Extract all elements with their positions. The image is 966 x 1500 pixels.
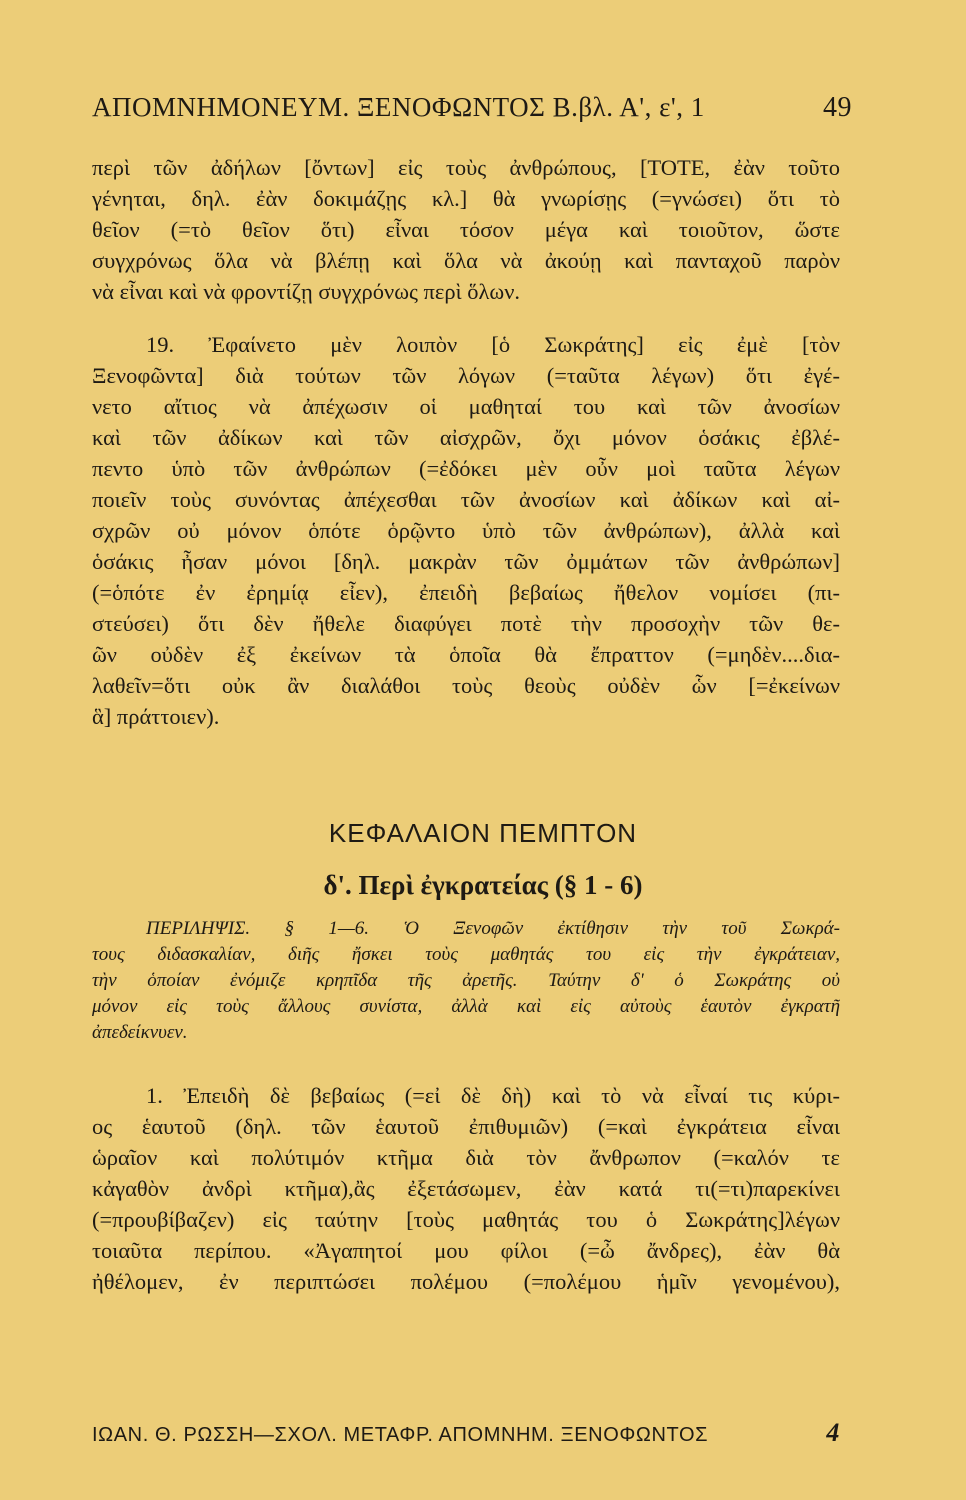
text-line: 1. Ἐπειδὴ δὲ βεβαίως (=εἰ δὲ δὴ) καὶ τὸ νὰ εἶναί τις κύρι-	[146, 1083, 840, 1108]
summary-line: ἀπεδείκνυεν.	[92, 1022, 188, 1043]
text-line: τοιαῦτα περίπου. «Ἀγαπητοί μου φίλοι (=ὦ ἄνδρες), ἐὰν θὰ	[92, 1238, 840, 1263]
text-line: συγχρόνως ὅλα νὰ βλέπῃ καὶ ὅλα νὰ ἀκούῃ καὶ πανταχοῦ παρὸν	[92, 248, 840, 273]
text-line: πεντο ὑπὸ τῶν ἀνθρώπων (=ἐδόκει μὲν οὖν μοὶ ταῦτα λέγων	[92, 456, 840, 481]
text-line: περὶ τῶν ἀδήλων [ὄντων] εἰς τοὺς ἀνθρώπους, [ΤΟΤΕ, ἐὰν τοῦτο	[92, 155, 840, 180]
running-header	[92, 92, 852, 124]
summary-block	[92, 916, 840, 1046]
text-line: καὶ τῶν ἀδίκων καὶ τῶν αἰσχρῶν, ὄχι μόνον ὁσάκις ἐβλέ-	[92, 425, 840, 450]
text-line: ὡραῖον καὶ πολύτιμόν κτῆμα διὰ τὸν ἄνθρωπον (=καλόν τε	[92, 1145, 840, 1170]
section-title: δ'. Περὶ ἐγκρατείας (§ 1 - 6)	[323, 870, 643, 900]
text-line: σχρῶν οὐ μόνον ὁπότε ὁρῷντο ὑπὸ τῶν ἀνθρώπων), ἀλλὰ καὶ	[92, 518, 840, 543]
text-line: γένηται, δηλ. ἐὰν δοκιμάζῃς κλ.] θὰ γνωρίσῃς (=γνώσει) ὅτι τὸ	[92, 186, 840, 211]
text-line: 19. Ἐφαίνετο μὲν λοιπὸν [ὁ Σωκράτης] εἰς ἐμὲ [τὸν	[146, 332, 840, 357]
paragraph-1	[92, 1080, 840, 1297]
summary-line: μόνον εἰς τοὺς ἄλλους συνίστα, ἀλλὰ καὶ εἰς αὐτοὺς ἑαυτὸν ἐγκρατῆ	[92, 996, 840, 1017]
imprint-line: ΙΩΑΝ. Θ. ΡΩΣΣΗ—ΣΧΟΛ. ΜΕΤΑΦΡ. ΑΠΟΜΝΗΜ. ΞΕΝΟΦΩΝΤΟΣ	[92, 1424, 709, 1446]
summary-line: τους διδασκαλίαν, διῆς ἤσκει τοὺς μαθητάς του εἰς τὴν ἐγκράτειαν,	[92, 944, 840, 965]
text-line: ὁσάκις ἦσαν μόνοι [δηλ. μακρὰν τῶν ὀμμάτων τῶν ἀνθρώπων]	[92, 549, 840, 574]
text-line: νὰ εἶναι καὶ νὰ φροντίζῃ συγχρόνως περὶ ὅλων.	[92, 279, 521, 304]
text-line: θεῖον (=τὸ θεῖον ὅτι) εἶναι τόσον μέγα καὶ τοιοῦτον, ὥστε	[92, 217, 840, 242]
text-line: ἠθέλομεν, ἐν περιπτώσει πολέμου (=πολέμου ἡμῖν γενομένου),	[92, 1269, 840, 1294]
text-line: στεύσει) ὅτι δὲν ἤθελε διαφύγει ποτὲ τὴν προσοχὴν τῶν θε-	[92, 611, 840, 636]
text-line: ἃ] πράττοιεν).	[92, 704, 220, 729]
text-line: (=ὁπότε ἐν ἐρημίᾳ εἶεν), ἐπειδὴ βεβαίως ἤθελον νομίσει (πι-	[92, 580, 840, 605]
signature-mark: 4	[826, 1418, 840, 1447]
chapter-title: ΚΕΦΑΛΑΙΟΝ ΠΕΜΠΤΟΝ	[328, 818, 638, 848]
summary-line: τὴν ὁποίαν ἐνόμιζε κρηπῖδα τῆς ἀρετῆς. Ταύτην δ' ὁ Σωκράτης οὐ	[92, 970, 840, 991]
paragraph-19	[92, 329, 840, 732]
text-line: κἀγαθὸν ἀνδρὶ κτῆμα),ἂς ἐξετάσωμεν, ἐὰν κατά τι(=τι)παρεκίνει	[92, 1176, 840, 1201]
text-line: λαθεῖν=ὅτι οὐκ ἂν διαλάθοι τοὺς θεοὺς οὐδὲν ὧν [=ἐκείνων	[92, 673, 840, 698]
summary-line: ΠΕΡΙΛΗΨΙΣ. § 1—6. Ὁ Ξενοφῶν ἐκτίθησιν τὴν τοῦ Σωκρά-	[146, 918, 840, 939]
text-line: ος ἑαυτοῦ (δηλ. τῶν ἑαυτοῦ ἐπιθυμιῶν) (=καὶ ἐγκράτεια εἶναι	[92, 1114, 840, 1139]
text-line: Ξενοφῶντα] διὰ τούτων τῶν λόγων (=ταῦτα λέγων) ὅτι ἐγέ-	[92, 363, 840, 388]
page-number: 49	[823, 92, 852, 123]
text-line: νετο αἴτιος νὰ ἀπέχωσιν οἱ μαθηταί του καὶ τῶν ἀνοσίων	[92, 394, 840, 419]
text-line: ῶν οὐδὲν ἐξ ἐκείνων τὰ ὁποῖα θὰ ἔπραττον (=μηδὲν....δια-	[92, 642, 840, 667]
text-line: ποιεῖν τοὺς συνόντας ἀπέχεσθαι τῶν ἀνοσίων καὶ ἀδίκων καὶ αἰ-	[92, 487, 840, 512]
page-footer	[92, 1418, 840, 1448]
text-line: (=προυβίβαζεν) εἰς ταύτην [τοὺς μαθητάς του ὁ Σωκράτης]λέγων	[92, 1207, 840, 1232]
running-title: ΑΠΟΜΝΗΜΟΝΕΥΜ. ΞΕΝΟΦΩΝΤΟΣ Β.βλ. Α', ε', 1	[92, 92, 705, 122]
paragraph-continuation	[92, 152, 840, 307]
